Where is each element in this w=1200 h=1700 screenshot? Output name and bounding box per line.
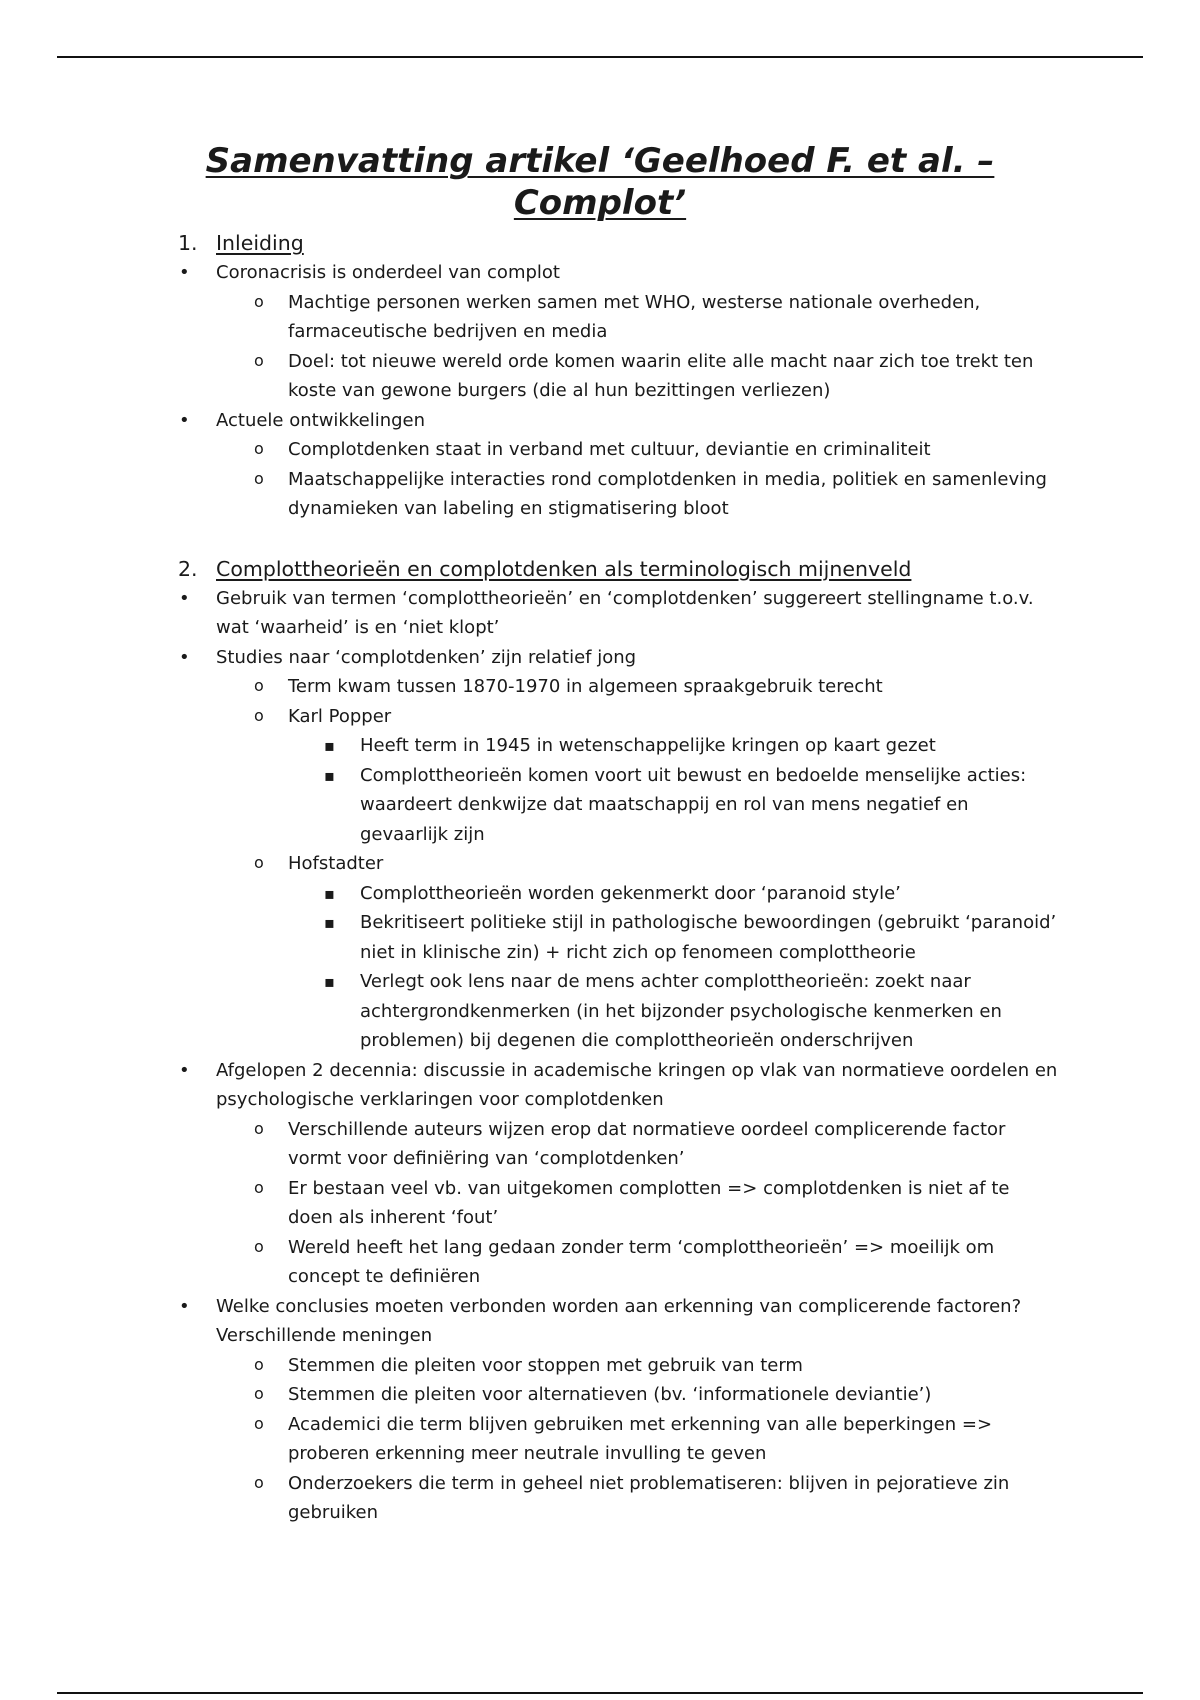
section-heading [0, 554, 1116, 584]
document-title: Samenvatting artikel ‘Geelhoed F. et al. – Complot’ [205, 141, 995, 223]
bullet-level-2: o Er bestaan veel vb. van uitgekomen complotten => complotdenken is niet af te doen als inherent ‘fout’ [0, 1174, 1058, 1233]
bottom-rule [57, 1692, 1143, 1694]
bullet-level-2: o Karl Popper [0, 702, 1058, 732]
bullet-level-1: • Afgelopen 2 decennia: discussie in academische kringen op vlak van normatieve oordelen en psychologische verklaringen voor complotdenken [0, 1056, 1066, 1115]
section-heading [0, 228, 1116, 258]
bullet-level-2: o Term kwam tussen 1870-1970 in algemeen spraakgebruik terecht [0, 672, 1058, 702]
bullet-level-1: • Actuele ontwikkelingen [0, 406, 1066, 436]
top-rule [57, 56, 1143, 58]
bullet-level-3: ▪ Bekritiseert politieke stijl in pathologische bewoordingen (gebruikt ‘paranoid’ niet in klinische zin) + richt zich op fenomeen complottheorie [0, 908, 1060, 967]
bullet-level-2: o Hofstadter [0, 849, 1058, 879]
bullet-level-2: o Academici die term blijven gebruiken met erkenning van alle beperkingen => proberen erkenning meer neutrale invulling te geven [0, 1410, 1058, 1469]
bullet-level-1: • Gebruik van termen ‘complottheorieën’ en ‘complotdenken’ suggereert stellingname t.o.v. wat ‘waarheid’ is en ‘niet klopt’ [0, 584, 1066, 643]
section-heading-text: Complottheorieën en complotdenken als terminologisch mijnenveld [216, 556, 912, 581]
bullet-level-3: ▪ Verlegt ook lens naar de mens achter complottheorieën: zoekt naar achtergrondkenmerken (in het bijzonder psychologische kenmerken en problemen) bij degenen die complottheorieën onderschrijven [0, 967, 1060, 1056]
bullet-level-2: o Onderzoekers die term in geheel niet problematiseren: blijven in pejoratieve zin gebruiken [0, 1469, 1058, 1528]
section-number: 2. [178, 556, 198, 581]
document-body [0, 228, 1200, 1528]
section-heading-text: Inleiding [216, 231, 304, 255]
bullet-level-3: ▪ Complottheorieën komen voort uit bewust en bedoelde menselijke acties: waardeert denkwijze dat maatschappij en rol van mens negatief en gevaarlijk zijn [0, 761, 1060, 850]
bullet-level-2: o Stemmen die pleiten voor alternatieven (bv. ‘informationele deviantie’) [0, 1380, 1058, 1410]
bullet-level-2: o Machtige personen werken samen met WHO, westerse nationale overheden, farmaceutische bedrijven en media [0, 288, 1058, 347]
bullet-level-2: o Complotdenken staat in verband met cultuur, deviantie en criminaliteit [0, 435, 1058, 465]
bullet-level-2: o Verschillende auteurs wijzen erop dat normatieve oordeel complicerende factor vormt voor definiëring van ‘complotdenken’ [0, 1115, 1058, 1174]
bullet-level-2: o Stemmen die pleiten voor stoppen met gebruik van term [0, 1351, 1058, 1381]
bullet-level-2: o Doel: tot nieuwe wereld orde komen waarin elite alle macht naar zich toe trekt ten koste van gewone burgers (die al hun bezittingen verliezen) [0, 347, 1058, 406]
bullet-level-1: • Studies naar ‘complotdenken’ zijn relatief jong [0, 643, 1066, 673]
section-gap [0, 524, 1200, 554]
bullet-level-1: • Coronacrisis is onderdeel van complot [0, 258, 1066, 288]
section-number: 1. [178, 231, 198, 255]
bullet-level-3: ▪ Complottheorieën worden gekenmerkt door ‘paranoid style’ [0, 879, 1060, 909]
bullet-level-3: ▪ Heeft term in 1945 in wetenschappelijke kringen op kaart gezet [0, 731, 1060, 761]
bullet-level-2: o Maatschappelijke interacties rond complotdenken in media, politiek en samenleving dynamieken van labeling en stigmatisering bloot [0, 465, 1058, 524]
bullet-level-2: o Wereld heeft het lang gedaan zonder term ‘complottheorieën’ => moeilijk om concept te definiëren [0, 1233, 1058, 1292]
bullet-level-1: • Welke conclusies moeten verbonden worden aan erkenning van complicerende factoren? Verschillende meningen [0, 1292, 1066, 1351]
